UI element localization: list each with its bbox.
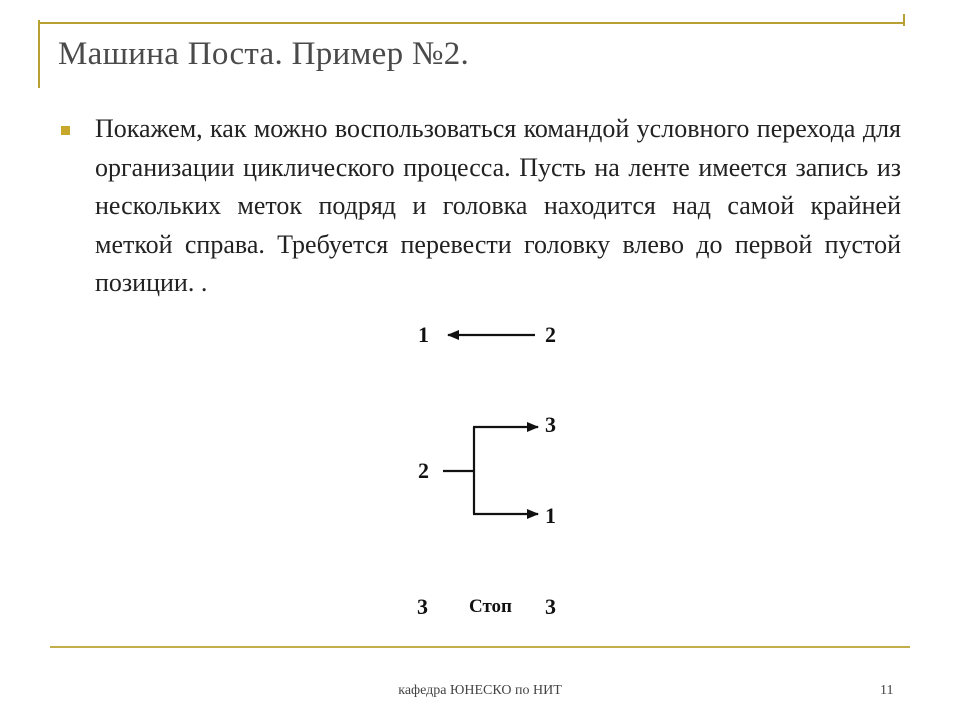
cmd1-number: 1 <box>418 322 429 347</box>
cmd1-target: 2 <box>545 322 556 347</box>
body-paragraph: Покажем, как можно воспользоваться командой условного перехода для организации циклического процесса. Пусть на ленте имеется запись из нескольких меток подряд и головка находится над самой крайней меткой справа. Требуется перевести головку влево до первой пустой позиции. . <box>95 114 901 297</box>
cmd3-stop-label: Стоп <box>469 596 513 617</box>
cmd3-target: 3 <box>545 594 556 619</box>
cmd2-target-upper: 3 <box>545 412 556 437</box>
cmd2-number: 2 <box>418 458 429 483</box>
slide-title: Машина Поста. Пример №2. <box>58 36 470 72</box>
cmd3-number: 3 <box>417 594 428 619</box>
footer-divider <box>50 646 910 648</box>
page-number: 11 <box>880 683 894 698</box>
footer-text: кафедра ЮНЕСКО по НИТ <box>398 683 562 698</box>
cmd2-target-lower: 1 <box>545 503 556 528</box>
